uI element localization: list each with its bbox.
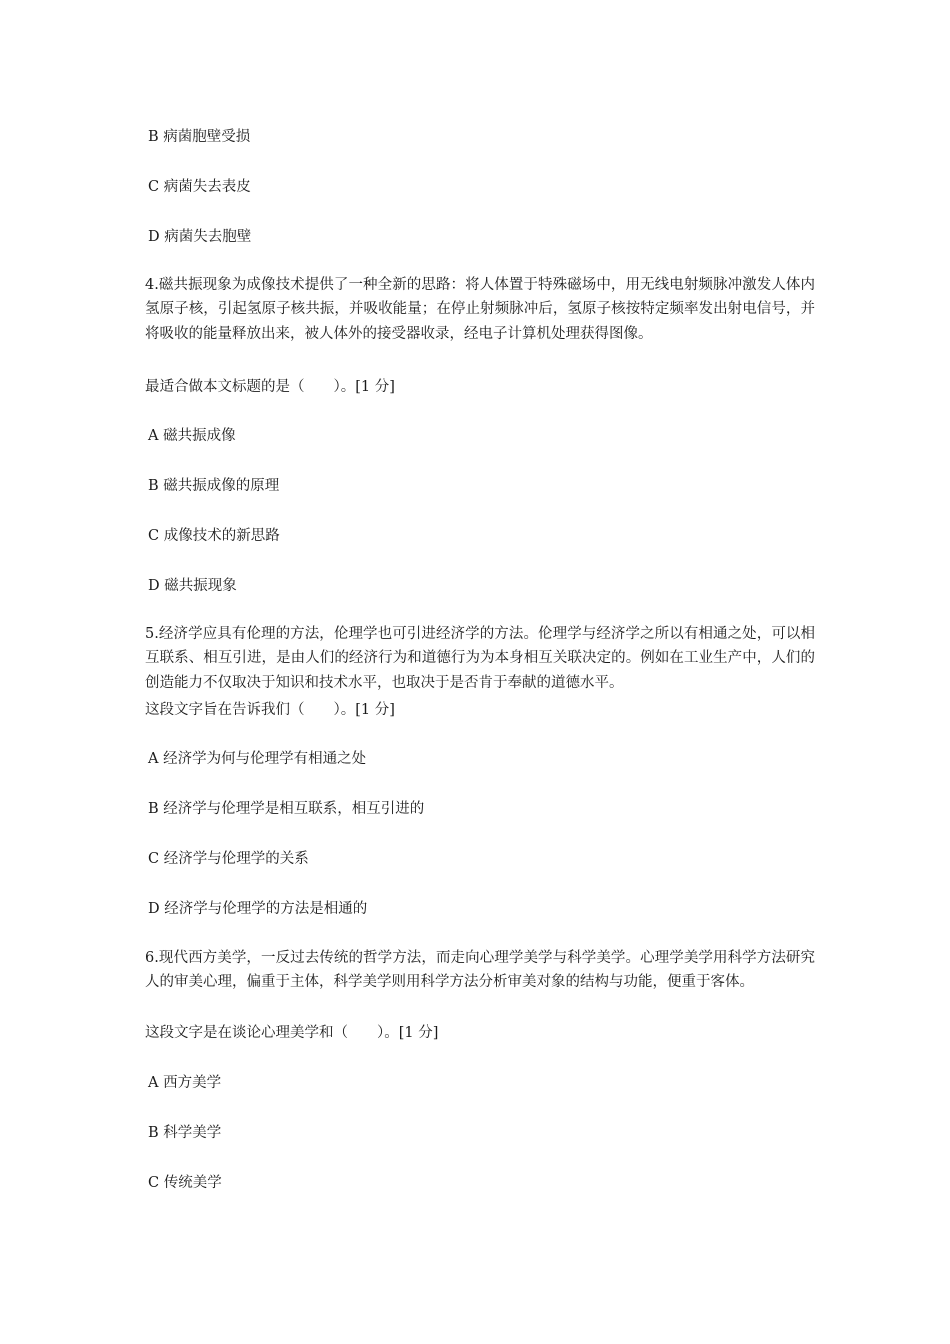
q6-prompt: 这段文字是在谈论心理美学和（ ）。[1 分] <box>145 1025 439 1041</box>
q6-option-a[interactable]: A 西方美学 <box>148 1075 222 1091</box>
q4-option-a[interactable]: A 磁共振成像 <box>148 428 236 444</box>
q4-option-b[interactable]: B 磁共振成像的原理 <box>148 478 280 494</box>
q6-stem: 6.现代西方美学，一反过去传统的哲学方法，而走向心理学美学与科学美学。心理学美学用科学方法研究人的审美心理，偏重于主体，科学美学则用科学方法分析审美对象的结构与功能，便重于客体。 <box>145 950 815 991</box>
q3-option-b[interactable]: B 病菌胞壁受损 <box>148 129 251 145</box>
q5-prompt: 这段文字旨在告诉我们（ ）。[1 分] <box>145 702 395 718</box>
q6-option-b[interactable]: B 科学美学 <box>148 1125 222 1141</box>
q5-option-b[interactable]: B 经济学与伦理学是相互联系，相互引进的 <box>148 801 425 817</box>
q5-stem: 5.经济学应具有伦理的方法，伦理学也可引进经济学的方法。伦理学与经济学之所以有相通之处，可以相互联系、相互引进，是由人们的经济行为和道德行为为本身相互关联决定的。例如在工业生产中，人们的创造能力不仅取决于知识和技术水平，也取决于是否肯于奉献的道德水平。 <box>145 626 815 691</box>
q5-option-c[interactable]: C 经济学与伦理学的关系 <box>148 851 309 867</box>
q5-option-d[interactable]: D 经济学与伦理学的方法是相通的 <box>148 901 368 917</box>
q3-option-d[interactable]: D 病菌失去胞壁 <box>148 229 252 245</box>
q3-option-c[interactable]: C 病菌失去表皮 <box>148 179 251 195</box>
q4-option-c[interactable]: C 成像技术的新思路 <box>148 528 280 544</box>
q4-stem: 4.磁共振现象为成像技术提供了一种全新的思路：将人体置于特殊磁场中，用无线电射频脉冲激发人体内氢原子核，引起氢原子核共振，并吸收能量；在停止射频脉冲后，氢原子核按特定频率发出射电信号，并将吸收的能量释放出来，被人体外的接受器收录，经电子计算机处理获得图像。 <box>145 277 815 342</box>
q5-option-a[interactable]: A 经济学为何与伦理学有相通之处 <box>148 751 367 767</box>
q4-option-d[interactable]: D 磁共振现象 <box>148 578 237 594</box>
q6-option-c[interactable]: C 传统美学 <box>148 1175 222 1191</box>
q4-prompt: 最适合做本文标题的是（ ）。[1 分] <box>145 379 395 395</box>
